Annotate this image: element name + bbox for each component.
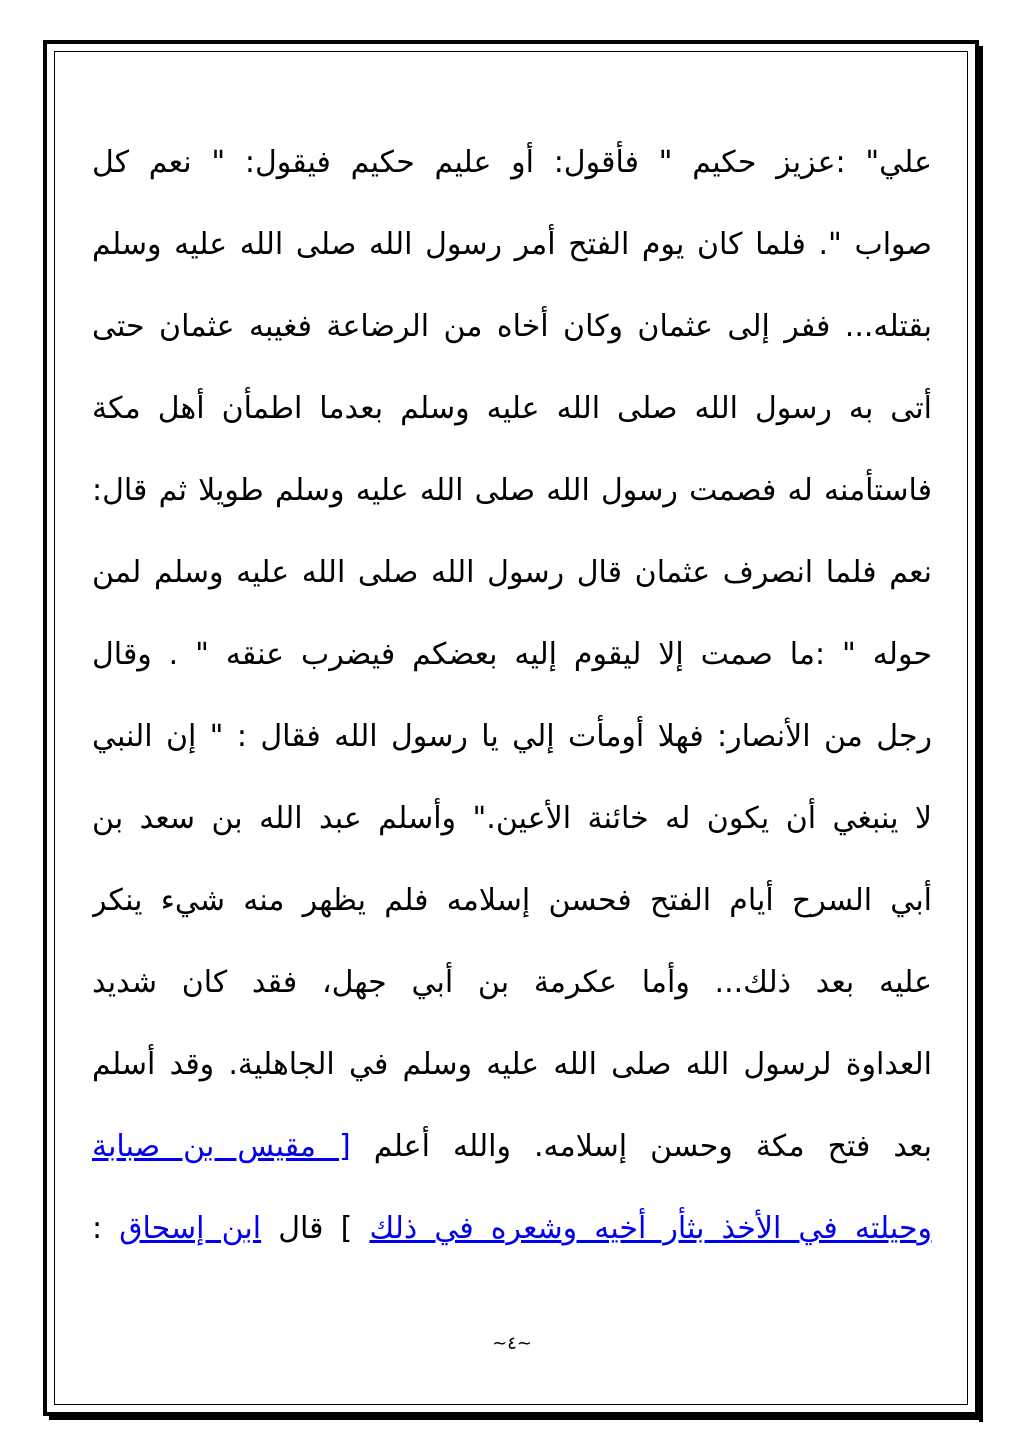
line-text: بعد فتح مكة وحسن إسلامه. والله أعلم	[350, 1129, 932, 1164]
text-line: حوله " :ما صمت إلا ليقوم إليه بعضكم فيضرب عنقه " . وقال	[92, 637, 932, 672]
text-line: أبي السرح أيام الفتح فحسن إسلامه فلم يظهر منه شيء ينكر	[92, 883, 932, 918]
text-line: بقتله... ففر إلى عثمان وكان أخاه من الرضاعة فغيبه عثمان حتى	[92, 309, 932, 344]
text-line: لا ينبغي أن يكون له خائنة الأعين." وأسلم عبد الله بن سعد بن	[92, 801, 932, 836]
link-ibn-ishaq[interactable]: ابن إسحاق	[119, 1211, 262, 1246]
page-number: ~٤~	[492, 1333, 532, 1354]
colon-text: :	[92, 1211, 120, 1246]
text-line: العداوة لرسول الله صلى الله عليه وسلم في الجاهلية. وقد أسلم	[92, 1047, 932, 1082]
text-line: فاستأمنه له فصمت رسول الله صلى الله عليه وسلم طويلا ثم قال:	[92, 473, 932, 508]
text-line: رجل من الأنصار: فهلا أومأت إلي يا رسول الله فقال : " إن النبي	[92, 719, 932, 754]
text-line-with-links	[92, 1188, 932, 1270]
bracket-text: ] قال	[261, 1211, 370, 1246]
text-line: نعم فلما انصرف عثمان قال رسول الله صلى الله عليه وسلم لمن	[92, 555, 932, 590]
text-line: صواب ". فلما كان يوم الفتح أمر رسول الله صلى الله عليه وسلم	[92, 227, 932, 262]
page-body	[92, 122, 932, 1270]
page-frame-shadow-bottom	[49, 1416, 983, 1420]
text-line: أتى به رسول الله صلى الله عليه وسلم بعدما اطمأن أهل مكة	[92, 391, 932, 426]
link-miqyas-ibn-subabah[interactable]: [ مقيس بن صبابة	[92, 1129, 351, 1164]
text-line: عليه بعد ذلك... وأما عكرمة بن أبي جهل، فقد كان شديد	[92, 965, 932, 1000]
link-revenge-story[interactable]: وحيلته في الأخذ بثأر أخيه وشعره في ذلك	[369, 1211, 932, 1246]
text-line-with-link	[92, 1106, 932, 1188]
page-frame-shadow-right	[979, 46, 983, 1422]
text-line: علي" :عزيز حكيم " فأقول: أو عليم حكيم فيقول: " نعم كل	[92, 145, 932, 180]
